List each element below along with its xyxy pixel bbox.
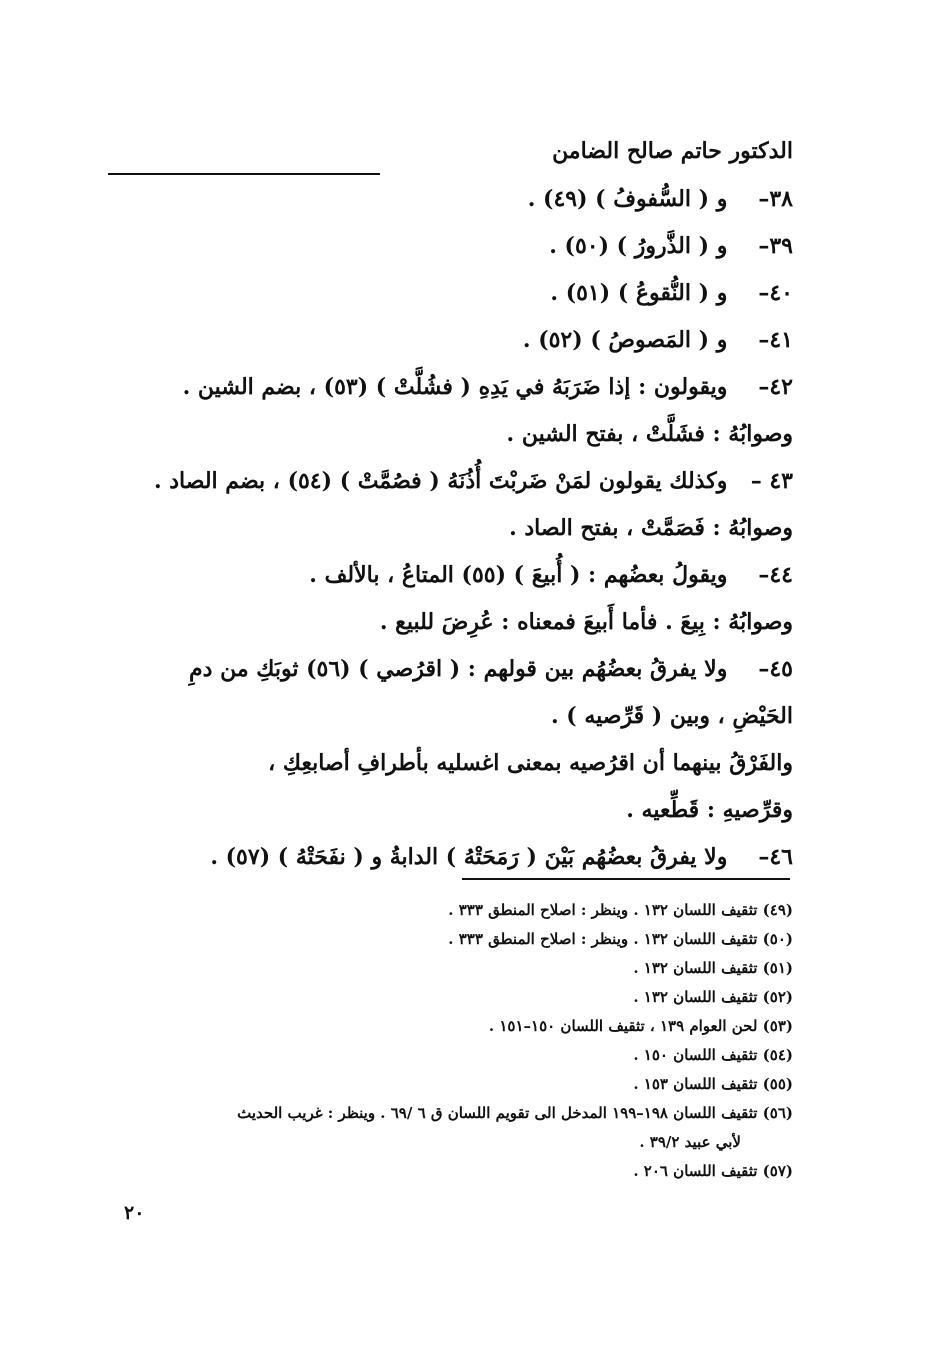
footnote-number: (٥٢)	[762, 988, 793, 1006]
footnote-55	[113, 1070, 793, 1099]
entry-43	[113, 458, 793, 505]
entry-43-correction: وصوابُهُ : فَصَمَّتْ ، بفتح الصاد .	[509, 515, 793, 541]
footnote-text: تثقيف اللسان ١٣٢ . وينظر : اصلاح المنطق ٣٣٣ .	[448, 901, 758, 919]
footnote-text: تثقيف اللسان ١٣٢ . وينظر : اصلاح المنطق ٣٣٣ .	[448, 930, 758, 948]
footnote-number: (٥٤)	[762, 1046, 793, 1064]
footnote-49	[113, 896, 793, 925]
entry-45-definition: وقرِّصيهِ : قَطِّعيه .	[626, 797, 793, 823]
footnote-number: (٥٦)	[762, 1104, 793, 1122]
entry-number: ٤٤–	[758, 562, 793, 588]
entry-text: ولا يفرقُ بعضُهُم بين قولهم : ( اقرُصي ) (٥٦) ثوبَكِ من دمِ	[189, 656, 728, 682]
footnote-text: تثقيف اللسان ١٣٢ .	[633, 988, 758, 1006]
footnote-number: (٥١)	[762, 959, 793, 977]
entry-41	[113, 317, 793, 364]
entry-number: ٤٠–	[758, 280, 793, 306]
entry-46	[113, 834, 793, 881]
entry-42-correction: وصوابُهُ : فشَلَّتْ ، بفتح الشين .	[506, 421, 793, 447]
footnote-56	[113, 1099, 793, 1128]
header-rule	[108, 173, 380, 175]
page-number: ٢٠	[124, 1202, 145, 1224]
main-text	[113, 176, 793, 881]
footnote-52	[113, 983, 793, 1012]
entry-text: و ( السُّفوفُ ) (٤٩) .	[527, 186, 728, 212]
entry-45-difference: والفَرْقُ بينهما أن اقرُصيه بمعنى اغسليه بأطرافِ أصابعِكِ ،	[268, 750, 793, 776]
footnote-rule	[462, 878, 790, 880]
entry-44-correction: وصوابُهُ : بِيعَ . فأما أَبيعَ فمعناه : عُرِضَ للبيع .	[379, 609, 793, 635]
footnote-number: (٥٣)	[762, 1017, 793, 1035]
entry-40	[113, 270, 793, 317]
entry-number: ٣٩–	[758, 233, 793, 259]
entry-number: ٤١–	[758, 327, 793, 353]
footnote-text: تثقيف اللسان ١٥٣ .	[633, 1075, 758, 1093]
entry-45	[113, 646, 793, 693]
entry-text: ويقولون : إذا ضَرَبَهُ في يَدِهِ ( فشُلَّتْ ) (٥٣) ، بضم الشين .	[182, 374, 728, 400]
footnote-number: (٥٠)	[762, 930, 793, 948]
entry-number: ٤٣ –	[750, 468, 793, 494]
entry-text: و ( الذَّرورُ ) (٥٠) .	[549, 233, 728, 259]
running-header: الدكتور حاتم صالح الضامن	[552, 138, 793, 164]
footnote-text: تثقيف اللسان ١٩٨–١٩٩ المدخل الى تقويم اللسان ق ٦ /٦٩ . وينظر : غريب الحديث	[237, 1104, 758, 1122]
entry-text: ويقولُ بعضُهم : ( أُبيعَ ) (٥٥) المتاعُ ، بالألف .	[309, 562, 728, 588]
footnote-56-continuation: لأبي عبيد ٣٩/٢ .	[639, 1133, 741, 1151]
entry-38	[113, 176, 793, 223]
footnote-text: تثقيف اللسان ٢٠٦ .	[633, 1162, 758, 1180]
entry-number: ٤٥–	[758, 656, 793, 682]
footnote-53	[113, 1012, 793, 1041]
footnote-51	[113, 954, 793, 983]
footnote-50	[113, 925, 793, 954]
entry-44	[113, 552, 793, 599]
footnote-number: (٤٩)	[762, 901, 793, 919]
footnote-text: تثقيف اللسان ١٥٠ .	[633, 1046, 758, 1064]
footnote-number: (٥٧)	[762, 1162, 793, 1180]
entry-45-continuation: الحَيْضِ ، وبين ( قَرِّصيه ) .	[550, 703, 793, 729]
entry-text: وكذلك يقولون لمَنْ ضَربْتَ أُذُنَهُ ( فصُمَّتْ ) (٥٤) ، بضم الصاد .	[153, 468, 728, 494]
footnote-number: (٥٥)	[762, 1075, 793, 1093]
entry-number: ٤٦–	[758, 844, 793, 870]
footnote-text: لحن العوام ١٣٩ ، تثقيف اللسان ١٥٠–١٥١ .	[488, 1017, 758, 1035]
entry-number: ٤٢–	[758, 374, 793, 400]
entry-39	[113, 223, 793, 270]
entry-number: ٣٨–	[758, 186, 793, 212]
footnotes	[113, 896, 793, 1186]
footnote-57	[113, 1157, 793, 1186]
footnote-text: تثقيف اللسان ١٣٢ .	[633, 959, 758, 977]
entry-42	[113, 364, 793, 411]
footnote-54	[113, 1041, 793, 1070]
entry-text: ولا يفرقُ بعضُهُم بَيْنَ ( رَمَحَتْهُ ) الدابةُ و ( نفَحَتْهُ ) (٥٧) .	[210, 844, 728, 870]
entry-text: و ( المَصوصُ ) (٥٢) .	[522, 327, 728, 353]
entry-text: و ( النُّقوعُ ) (٥١) .	[550, 280, 728, 306]
